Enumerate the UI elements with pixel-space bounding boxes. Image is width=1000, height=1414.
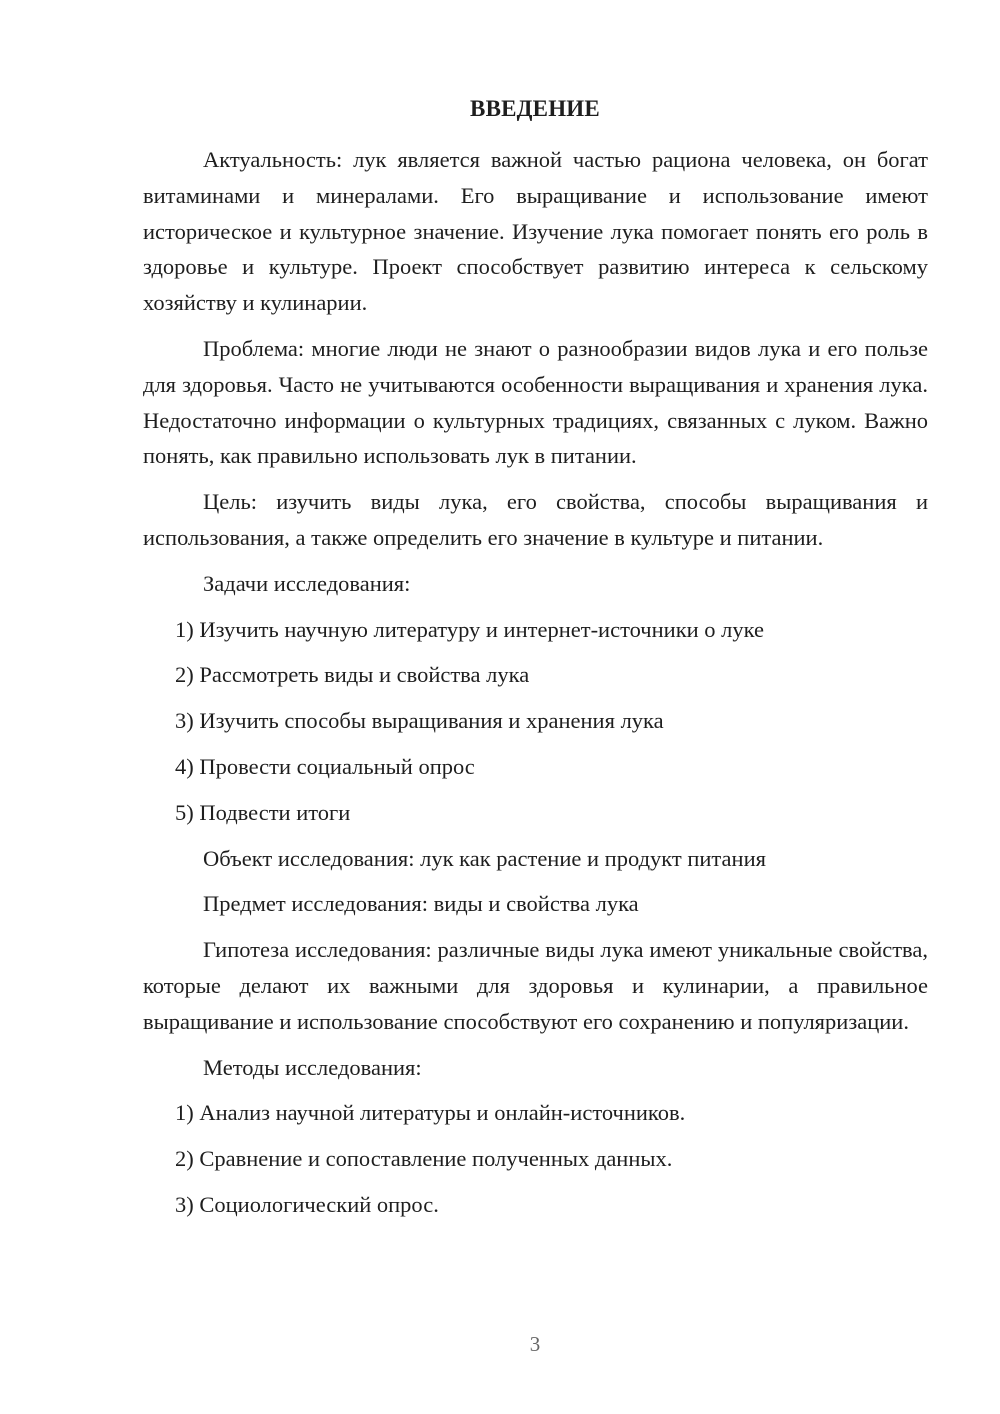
document-body (143, 142, 928, 1233)
hypothesis-paragraph: Гипотеза исследования: различные виды лука имеют уникальные свойства, которые делают их важными для здоровья и кулинарии, а правильное выращивание и использование способствуют его сохранению и популяризации. (143, 937, 928, 1034)
problem-paragraph: Проблема: многие люди не знают о разнообразии видов лука и его пользе для здоровья. Часто не учитываются особенности выращивания и хранения лука. Недостаточно информации о культурных традициях, связанных с луком. Важно понять, как правильно использовать лук в питании. (143, 335, 928, 469)
methods-heading: Методы исследования: (203, 1054, 422, 1080)
page-number: 3 (529, 1332, 541, 1356)
research-subject: Предмет исследования: виды и свойства лука (203, 891, 639, 917)
task-item: 4) Провести социальный опрос (175, 753, 475, 779)
method-item: 1) Анализ научной литературы и онлайн-источников. (175, 1100, 686, 1126)
page-title: ВВЕДЕНИЕ (470, 96, 600, 121)
task-item: 3) Изучить способы выращивания и хранения лука (175, 708, 664, 734)
tasks-heading: Задачи исследования: (203, 570, 411, 596)
actuality-paragraph: Актуальность: лук является важной частью рациона человека, он богат витаминами и минералами. Его выращивание и использование имеют историческое и культурное значение. Изучение лука помогает понять его роль в здоровье и культуре. Проект способствует развитию интереса к сельскому хозяйству и кулинарии. (143, 147, 928, 316)
method-item: 2) Сравнение и сопоставление полученных данных. (175, 1146, 673, 1172)
method-item: 3) Социологический опрос. (175, 1191, 439, 1217)
goal-paragraph: Цель: изучить виды лука, его свойства, способы выращивания и использования, а также определить его значение в культуре и питании. (143, 489, 928, 550)
task-item: 2) Рассмотреть виды и свойства лука (175, 662, 530, 688)
task-item: 1) Изучить научную литературу и интернет-источники о луке (175, 616, 764, 642)
task-item: 5) Подвести итоги (175, 799, 351, 825)
research-object: Объект исследования: лук как растение и продукт питания (203, 845, 766, 871)
